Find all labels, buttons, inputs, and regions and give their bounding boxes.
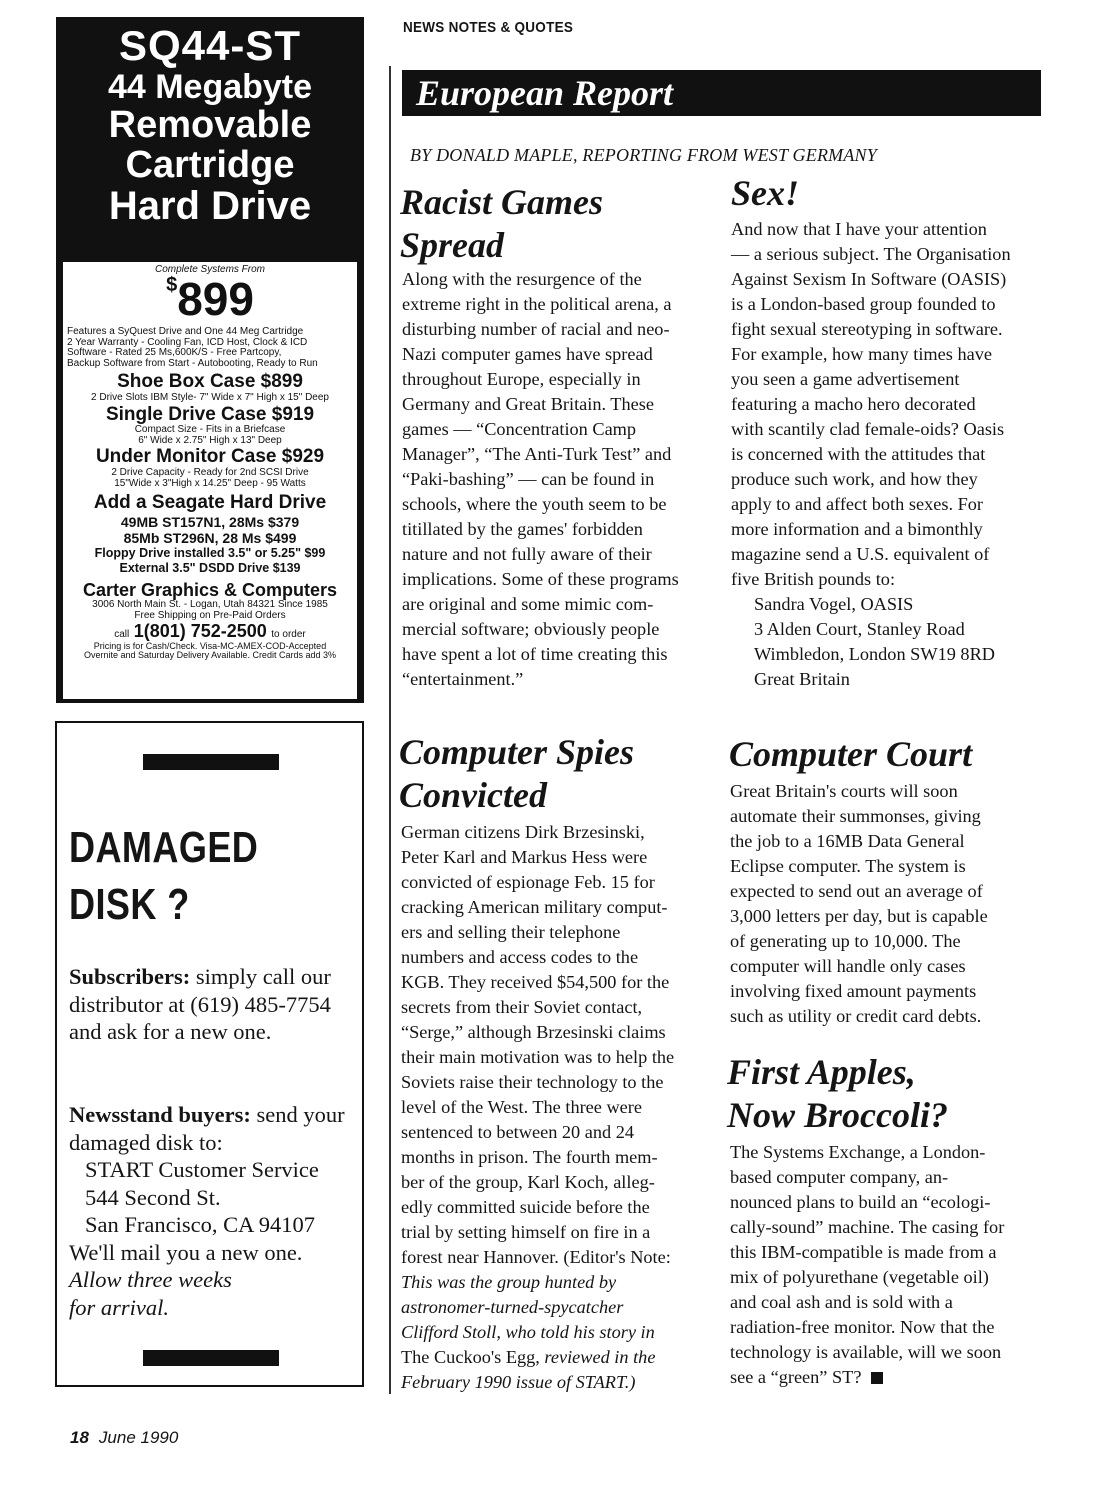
- ad-feature-line: Software - Rated 25 Ms,600K/S - Free Partcopy,: [67, 347, 282, 359]
- article-headline: First Apples, Now Broccoli?: [727, 1052, 948, 1135]
- divider-bar: [143, 754, 279, 770]
- ad-company-name: Carter Graphics & Computers: [82, 580, 338, 601]
- ad-single-drive-detail: 6" Wide x 2.75" High x 13" Deep: [138, 434, 282, 446]
- ad-price-value: 899: [177, 273, 254, 325]
- ad-call: call: [114, 629, 130, 640]
- article-body: [401, 820, 721, 1395]
- newsstand-label: Newsstand buyers:: [69, 1102, 251, 1127]
- subscribers-text: simply call our distributor at (619) 485-7754 and ask for a new one.: [69, 964, 331, 1044]
- ad-to-order: to order: [271, 629, 306, 640]
- article-address: Sandra Vogel, OASIS 3 Alden Court, Stanley Road Wimbledon, London SW19 8RD Great Britain: [754, 594, 995, 689]
- mail-text: We'll mail you a new one.: [69, 1240, 303, 1265]
- allow-text: Allow three weeks for arrival.: [69, 1267, 232, 1320]
- advertisement: [56, 17, 364, 703]
- newsstand-text: send your damaged disk to:: [69, 1102, 345, 1155]
- ad-single-drive: Single Drive Case $919: [105, 403, 315, 425]
- ad-phone-line: [63, 621, 357, 642]
- ad-systems-from: Complete Systems From: [154, 264, 266, 275]
- ad-price-symbol: $: [166, 274, 178, 296]
- ad-features: [63, 327, 357, 369]
- article-body: Great Britain's courts will soon automate their summonses, giving the job to a 16MB Data General Eclipse computer. The system is expected to send out an average of 3,000 letters per day, but is capable of generating up to 10,000. The computer will handle only cases involving fixed amount payments such as utility or credit card debts.: [730, 781, 988, 1026]
- section-banner: [402, 70, 1041, 116]
- subscribers-paragraph: [69, 963, 359, 1046]
- ad-price-panel: [63, 262, 357, 699]
- article-body: And now that I have your attention — a serious subject. The Organisation Against Sexism In Software (OASIS) is a London-based group founded to fight sexual stereotyping in software. For example, how many times have you seen a game advertisement featuring a macho hero decorated with scantily clad female-oids? Oasis is concerned with the attitudes that produce such work, and how they apply to and affect both sexes. For more information and a bimonthly magazine send a U.S. equivalent of five British pounds to:: [731, 219, 1011, 589]
- article-body: [730, 1140, 1050, 1390]
- ad-price: [63, 275, 357, 323]
- editor-note: reviewed in the February 1990 issue of START.): [401, 1347, 656, 1392]
- damaged-disk-title: DAMAGED DISK ?: [69, 823, 259, 929]
- article-body: Along with the resurgence of the extreme right in the political arena, a disturbing number of racial and neo- Nazi computer games have spread throughout Europe, especially in Germany and Great Britain. These games — “Concentration Camp Manager”, “The Anti-Turk Test” and “Paki-bashing” — can be found in schools, where the youth seem to be titillated by the games' forbidden nature and not fully aware of their implications. Some of these programs are original and some mimic com- mercial software; obviously people have spent a lot of time creating this “entertainment.”: [402, 269, 679, 689]
- article-text: The Systems Exchange, a London- based computer company, an- nounced plans to build an “ecologi- cally-sound” machine. The casing for this IBM-compatible is made from a mix of polyurethane (vegetable oil) and coal ash and is sold with a radiation-free monitor. Now that the technology is available, will we soon see a “green” ST?: [730, 1142, 1005, 1387]
- ad-phone: 1(801) 752-2500: [133, 621, 267, 641]
- damaged-disk-notice: [55, 721, 364, 1387]
- article-headline: Sex!: [731, 173, 800, 213]
- ad-shoe-box: Shoe Box Case $899: [117, 371, 303, 393]
- banner-title: European Report: [416, 73, 674, 113]
- article-headline: Computer Spies Convicted: [399, 732, 635, 815]
- book-title: The Cuckoo's Egg,: [401, 1347, 540, 1367]
- subscribers-label: Subscribers:: [69, 964, 191, 989]
- ad-product-name: SQ44-ST: [118, 22, 302, 69]
- ad-seagate: Add a Seagate Hard Drive: [93, 492, 327, 514]
- address-line: San Francisco, CA 94107: [85, 1212, 315, 1237]
- divider-bar: [143, 1350, 279, 1366]
- ad-headline-1: 44 Megabyte: [107, 68, 313, 106]
- editor-note: This was the group hunted by astronomer-turned-spycatcher Clifford Stoll, who told his story in: [401, 1272, 655, 1342]
- address-line: START Customer Service: [85, 1157, 319, 1182]
- ad-address: 3006 North Main St. - Logan, Utah 84321 Since 1985: [92, 599, 328, 610]
- ad-under-monitor-detail: 2 Drive Capacity - Ready for 2nd SCSI Drive: [111, 467, 309, 479]
- address-line: 544 Second St.: [85, 1185, 221, 1210]
- ad-single-drive-detail: Compact Size - Fits in a Briefcase: [134, 424, 286, 436]
- ad-seagate-option: 49MB ST157N1, 28Ms $379: [120, 514, 300, 531]
- column-rule: [389, 66, 391, 1394]
- end-mark-icon: [871, 1372, 883, 1384]
- byline: BY DONALD MAPLE, REPORTING FROM WEST GERMANY: [410, 145, 877, 165]
- ad-feature-line: Features a SyQuest Drive and One 44 Meg Cartridge: [67, 326, 304, 338]
- ad-headline-2: Removable: [108, 104, 312, 146]
- ad-shoe-box-detail: 2 Drive Slots IBM Style- 7" Wide x 7" High x 15" Deep: [91, 392, 329, 404]
- section-label: NEWS NOTES & QUOTES: [403, 19, 574, 36]
- ad-fine-print: Pricing is for Cash/Check. Visa-MC-AMEX-COD-Accepted: [93, 641, 327, 651]
- ad-external: External 3.5" DSDD Drive $139: [119, 560, 301, 575]
- ad-seagate-option: 85Mb ST296N, 28 Ms $499: [123, 530, 297, 547]
- article-headline: Computer Court: [729, 734, 973, 774]
- ad-feature-line: 2 Year Warranty - Cooling Fan, ICD Host, Clock & ICD: [67, 336, 308, 348]
- ad-under-monitor-detail: 15"Wide x 3"High x 14.25" Deep - 95 Watts: [114, 477, 306, 489]
- ad-feature-line: Backup Software from Start - Autobooting, Ready to Run: [67, 357, 318, 369]
- page-footer: [70, 1428, 178, 1448]
- newsstand-paragraph: [69, 1101, 359, 1156]
- ad-headline-4: Hard Drive: [108, 184, 312, 228]
- article-headline: Racist Games Spread: [400, 182, 603, 265]
- ad-free-shipping: Free Shipping on Pre-Paid Orders: [134, 609, 286, 621]
- issue-date: June 1990: [98, 1428, 179, 1447]
- ad-under-monitor: Under Monitor Case $929: [95, 446, 325, 468]
- ad-headline-3: Cartridge: [125, 144, 295, 186]
- article-text: German citizens Dirk Brzesinski, Peter Karl and Markus Hess were convicted of espionage Feb. 15 for cracking American military comput- ers and selling their telephone numbers and access codes to the KGB. They received $54,500 for the secrets from their Soviet contact, “Serge,” although Brzesinski claims their main motivation was to help the Soviets raise their technology to the level of the West. The three were sentenced to between 20 and 24 months in prison. The fourth mem- ber of the group, Karl Koch, alleg- edly committed suicide before the trial by setting himself on fire in a forest near Hannover. (Editor's Note:: [401, 822, 675, 1267]
- ad-fine-print: Overnite and Saturday Delivery Available. Credit Cards add 3%: [84, 650, 336, 661]
- ad-floppy: Floppy Drive installed 3.5" or 5.25" $99: [94, 546, 326, 561]
- page-number: 18: [70, 1428, 89, 1447]
